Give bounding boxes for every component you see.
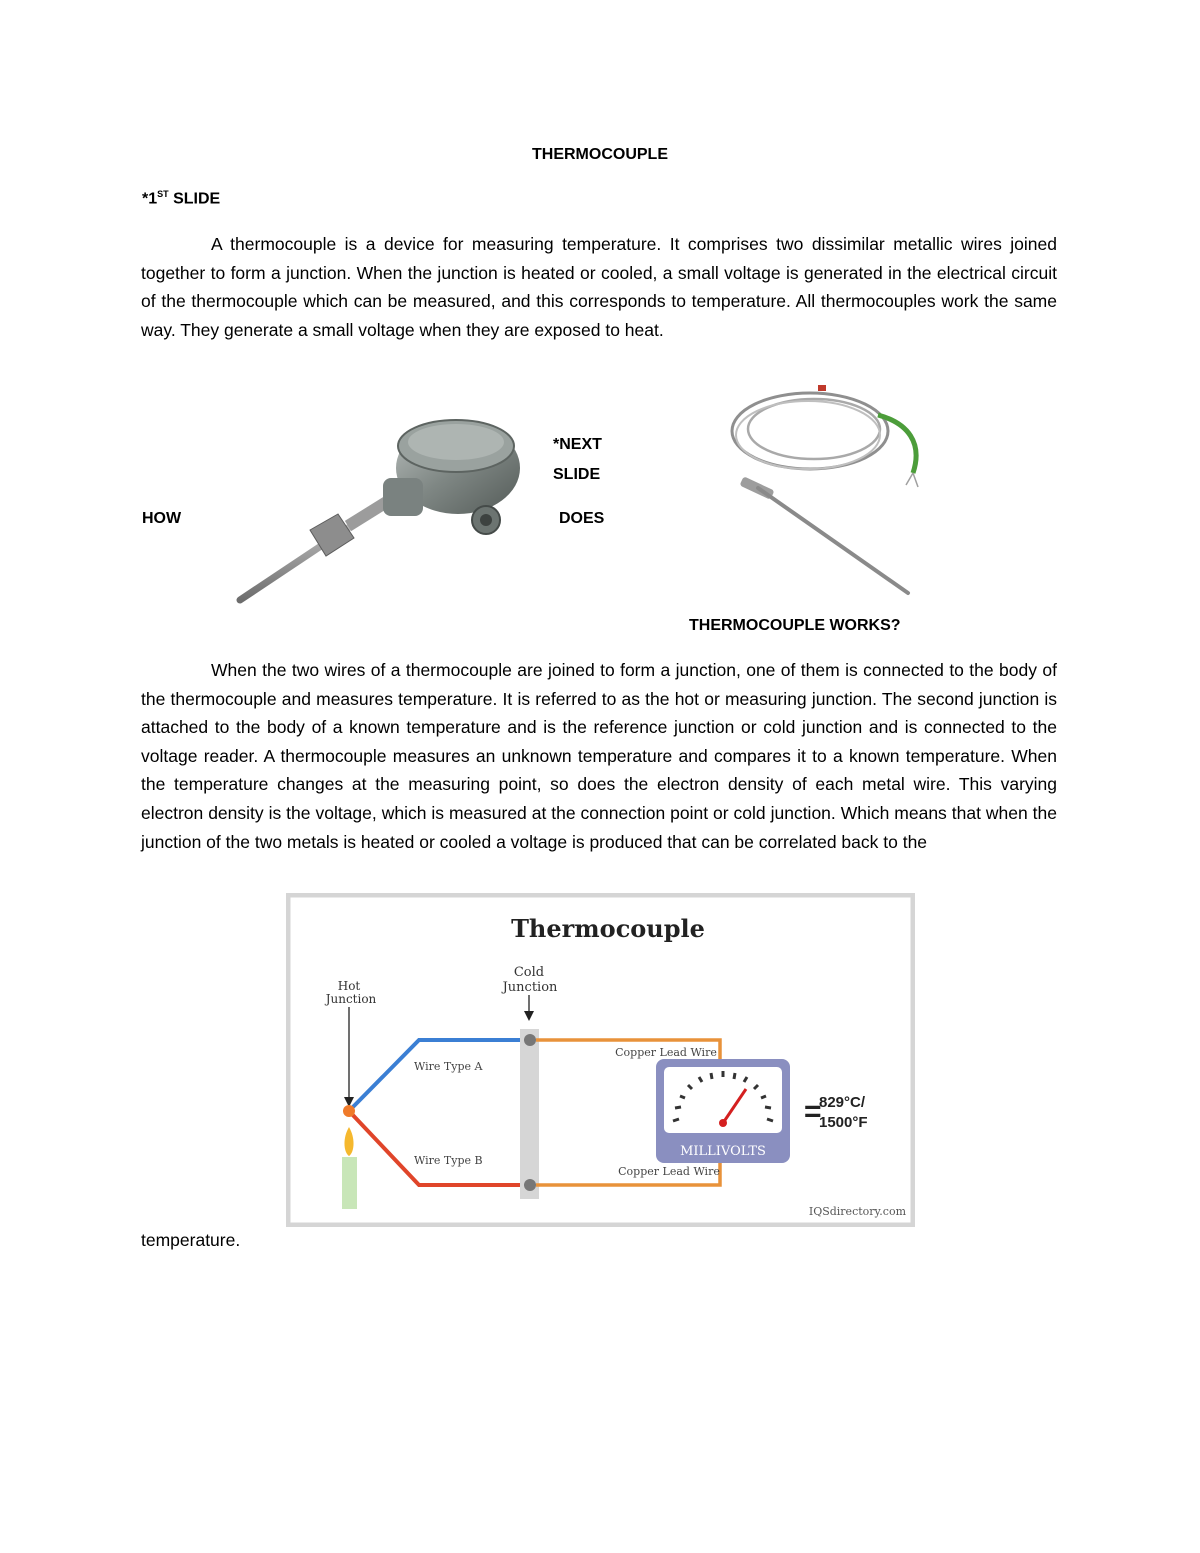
intro-paragraph: A thermocouple is a device for measuring temperature. It comprises two dissimilar metallic wires joined together to form a junction. When the junction is heated or cooled, a small voltage is generated in the electrical circuit of the thermocouple which can be measured, and this corresponds to temperature. All thermocouples work the same way. They generate a small voltage when they are exposed to heat.	[141, 234, 1057, 340]
slide-1-heading	[142, 189, 220, 208]
slide-1-prefix: *1	[142, 190, 158, 208]
label-next: *NEXT	[553, 436, 602, 453]
final-word: temperature.	[141, 1230, 241, 1250]
wire-a-label: Wire Type A	[414, 1060, 483, 1073]
copper-bottom-label: Copper Lead Wire	[618, 1165, 720, 1178]
hot-junction-point	[343, 1105, 355, 1117]
millivolts-label: MILLIVOLTS	[680, 1144, 766, 1159]
reading-celsius: 829°C/	[819, 1094, 866, 1111]
hot-junction-line2: Junction	[325, 992, 377, 1006]
label-thermocouple-works: THERMOCOUPLE WORKS?	[689, 617, 901, 634]
diagram-title: Thermocouple	[511, 914, 705, 943]
reading-fahrenheit: 1500°F	[819, 1114, 868, 1131]
explanation-paragraph: When the two wires of a thermocouple are joined to form a junction, one of them is connected to the body of the thermocouple and measures temperature. It is referred to as the hot or measuring junction. The second junction is attached to the body of a known temperature and is the reference junction or cold junction and is connected to the voltage reader. A thermocouple measures an unknown temperature and compares it to a known temperature. When the temperature changes at the measuring point, so does the electron density of each metal wire. This varying electron density is the voltage, which is measured at the connection point or cold junction. Which means that when the junction of the two metals is heated or cooled a voltage is produced that can be correlated back to the	[141, 660, 1057, 852]
label-slide: SLIDE	[553, 466, 601, 483]
page-title: THERMOCOUPLE	[532, 146, 668, 163]
label-how: HOW	[142, 510, 182, 527]
cold-junction-line2: Junction	[502, 980, 558, 995]
copper-top-label: Copper Lead Wire	[615, 1046, 717, 1059]
source-credit: IQSdirectory.com	[808, 1205, 906, 1218]
slide-1-suffix: SLIDE	[168, 190, 221, 208]
thermocouple-head-photo	[208, 388, 536, 614]
cold-junction-line1: Cold	[513, 965, 545, 980]
thermocouple-diagram	[286, 893, 915, 1227]
cold-junction-block	[520, 1029, 539, 1199]
candle	[342, 1157, 357, 1209]
equals-sign: =	[804, 1095, 822, 1128]
slide-1-sup: ST	[157, 189, 169, 199]
label-does: DOES	[559, 510, 605, 527]
wire-probe-photo	[718, 383, 938, 598]
wire-b-label: Wire Type B	[414, 1154, 483, 1167]
hot-junction-line1: Hot	[337, 979, 361, 993]
